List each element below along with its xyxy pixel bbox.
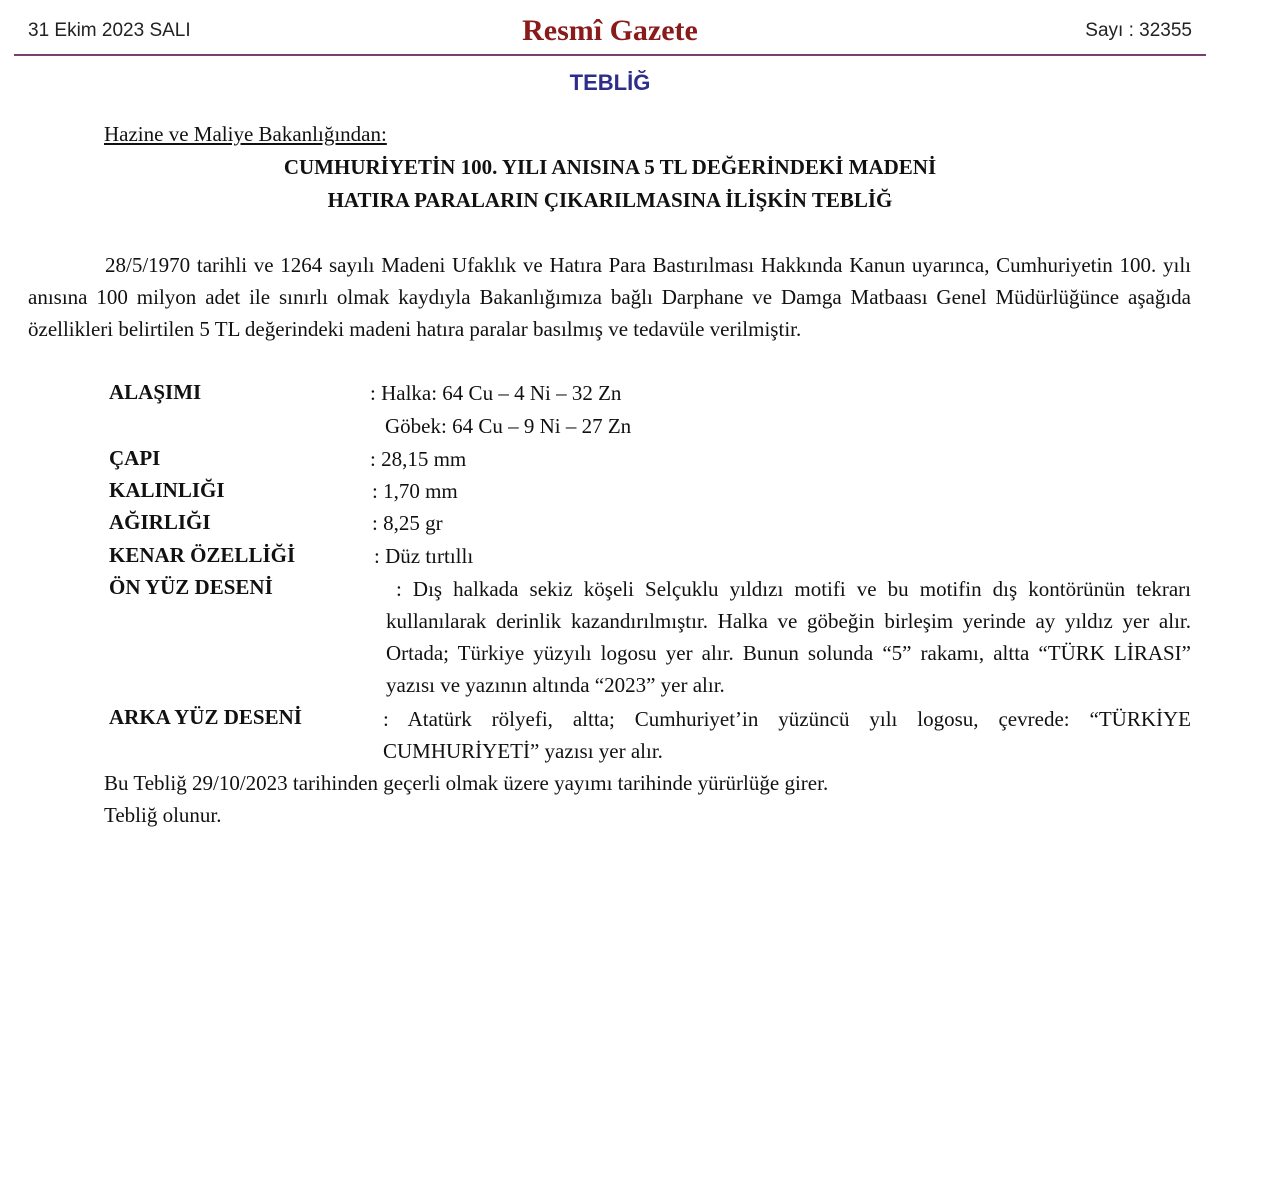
spec-value-diameter: : 28,15 mm: [370, 447, 467, 471]
document-title: [0, 151, 1220, 217]
announcement-clause: Tebliğ olunur.: [104, 803, 222, 827]
spec-value-reverse: : Atatürk rölyefi, altta; Cumhuriyet’in yüzüncü yılı logosu, çevrede: “TÜRKİYE CUMHURİYETİ” yazısı yer alır.: [383, 707, 1191, 763]
section-heading: TEBLİĞ: [569, 70, 651, 95]
spec-value-thickness: : 1,70 mm: [372, 479, 458, 503]
spec-label-edge: KENAR ÖZELLİĞİ: [109, 543, 296, 567]
spec-value-alloy-core: Göbek: 64 Cu – 9 Ni – 27 Zn: [385, 414, 632, 438]
document-title-line-2: HATIRA PARALARIN ÇIKARILMASINA İLİŞKİN TEBLİĞ: [327, 188, 893, 212]
gazette-header: [14, 0, 1206, 56]
spec-value-weight: : 8,25 gr: [372, 511, 443, 535]
spec-label-reverse: ARKA YÜZ DESENİ: [109, 705, 302, 729]
spec-value-obverse: : Dış halkada sekiz köşeli Selçuklu yıldızı motifi ve bu motifin dış kontörünün tekrarı kullanılarak derinlik kazandırılmıştır. Halka ve göbeğin birleşim yerinde ay yıldız yer alır. Ortada; Türkiye yüzyılı logosu yer alır. Bunun solunda “5” rakamı, altta “TÜRK LİRASI” yazısı ve yazının altında “2023” yer alır.: [386, 577, 1191, 697]
publication-date: 31 Ekim 2023 SALI: [28, 20, 191, 41]
spec-value-edge: : Düz tırtıllı: [374, 544, 474, 568]
gazette-title: Resmî Gazete: [522, 14, 698, 47]
spec-label-weight: AĞIRLIĞI: [109, 510, 211, 534]
spec-value-alloy-ring: : Halka: 64 Cu – 4 Ni – 32 Zn: [370, 381, 622, 405]
spec-label-thickness: KALINLIĞI: [109, 478, 225, 502]
issue-number: Sayı : 32355: [1085, 20, 1192, 41]
effective-date-clause: Bu Tebliğ 29/10/2023 tarihinden geçerli olmak üzere yayımı tarihinde yürürlüğe girer.: [104, 771, 829, 795]
issuing-ministry: Hazine ve Maliye Bakanlığından:: [104, 122, 387, 146]
spec-label-alloy: ALAŞIMI: [109, 380, 202, 404]
document-title-line-1: CUMHURİYETİN 100. YILI ANISINA 5 TL DEĞERİNDEKİ MADENİ: [283, 155, 937, 179]
spec-label-obverse: ÖN YÜZ DESENİ: [109, 575, 273, 599]
intro-paragraph: 28/5/1970 tarihli ve 1264 sayılı Madeni Ufaklık ve Hatıra Para Bastırılması Hakkında Kanun uyarınca, Cumhuriyetin 100. yılı anısına 100 milyon adet ile sınırlı olmak kaydıyla Bakanlığımıza bağlı Darphane ve Damga Matbaası Genel Müdürlüğünce aşağıda özellikleri belirtilen 5 TL değerindeki madeni hatıra paralar basılmış ve tedavüle verilmiştir.: [28, 253, 1191, 341]
spec-label-diameter: ÇAPI: [109, 446, 161, 470]
